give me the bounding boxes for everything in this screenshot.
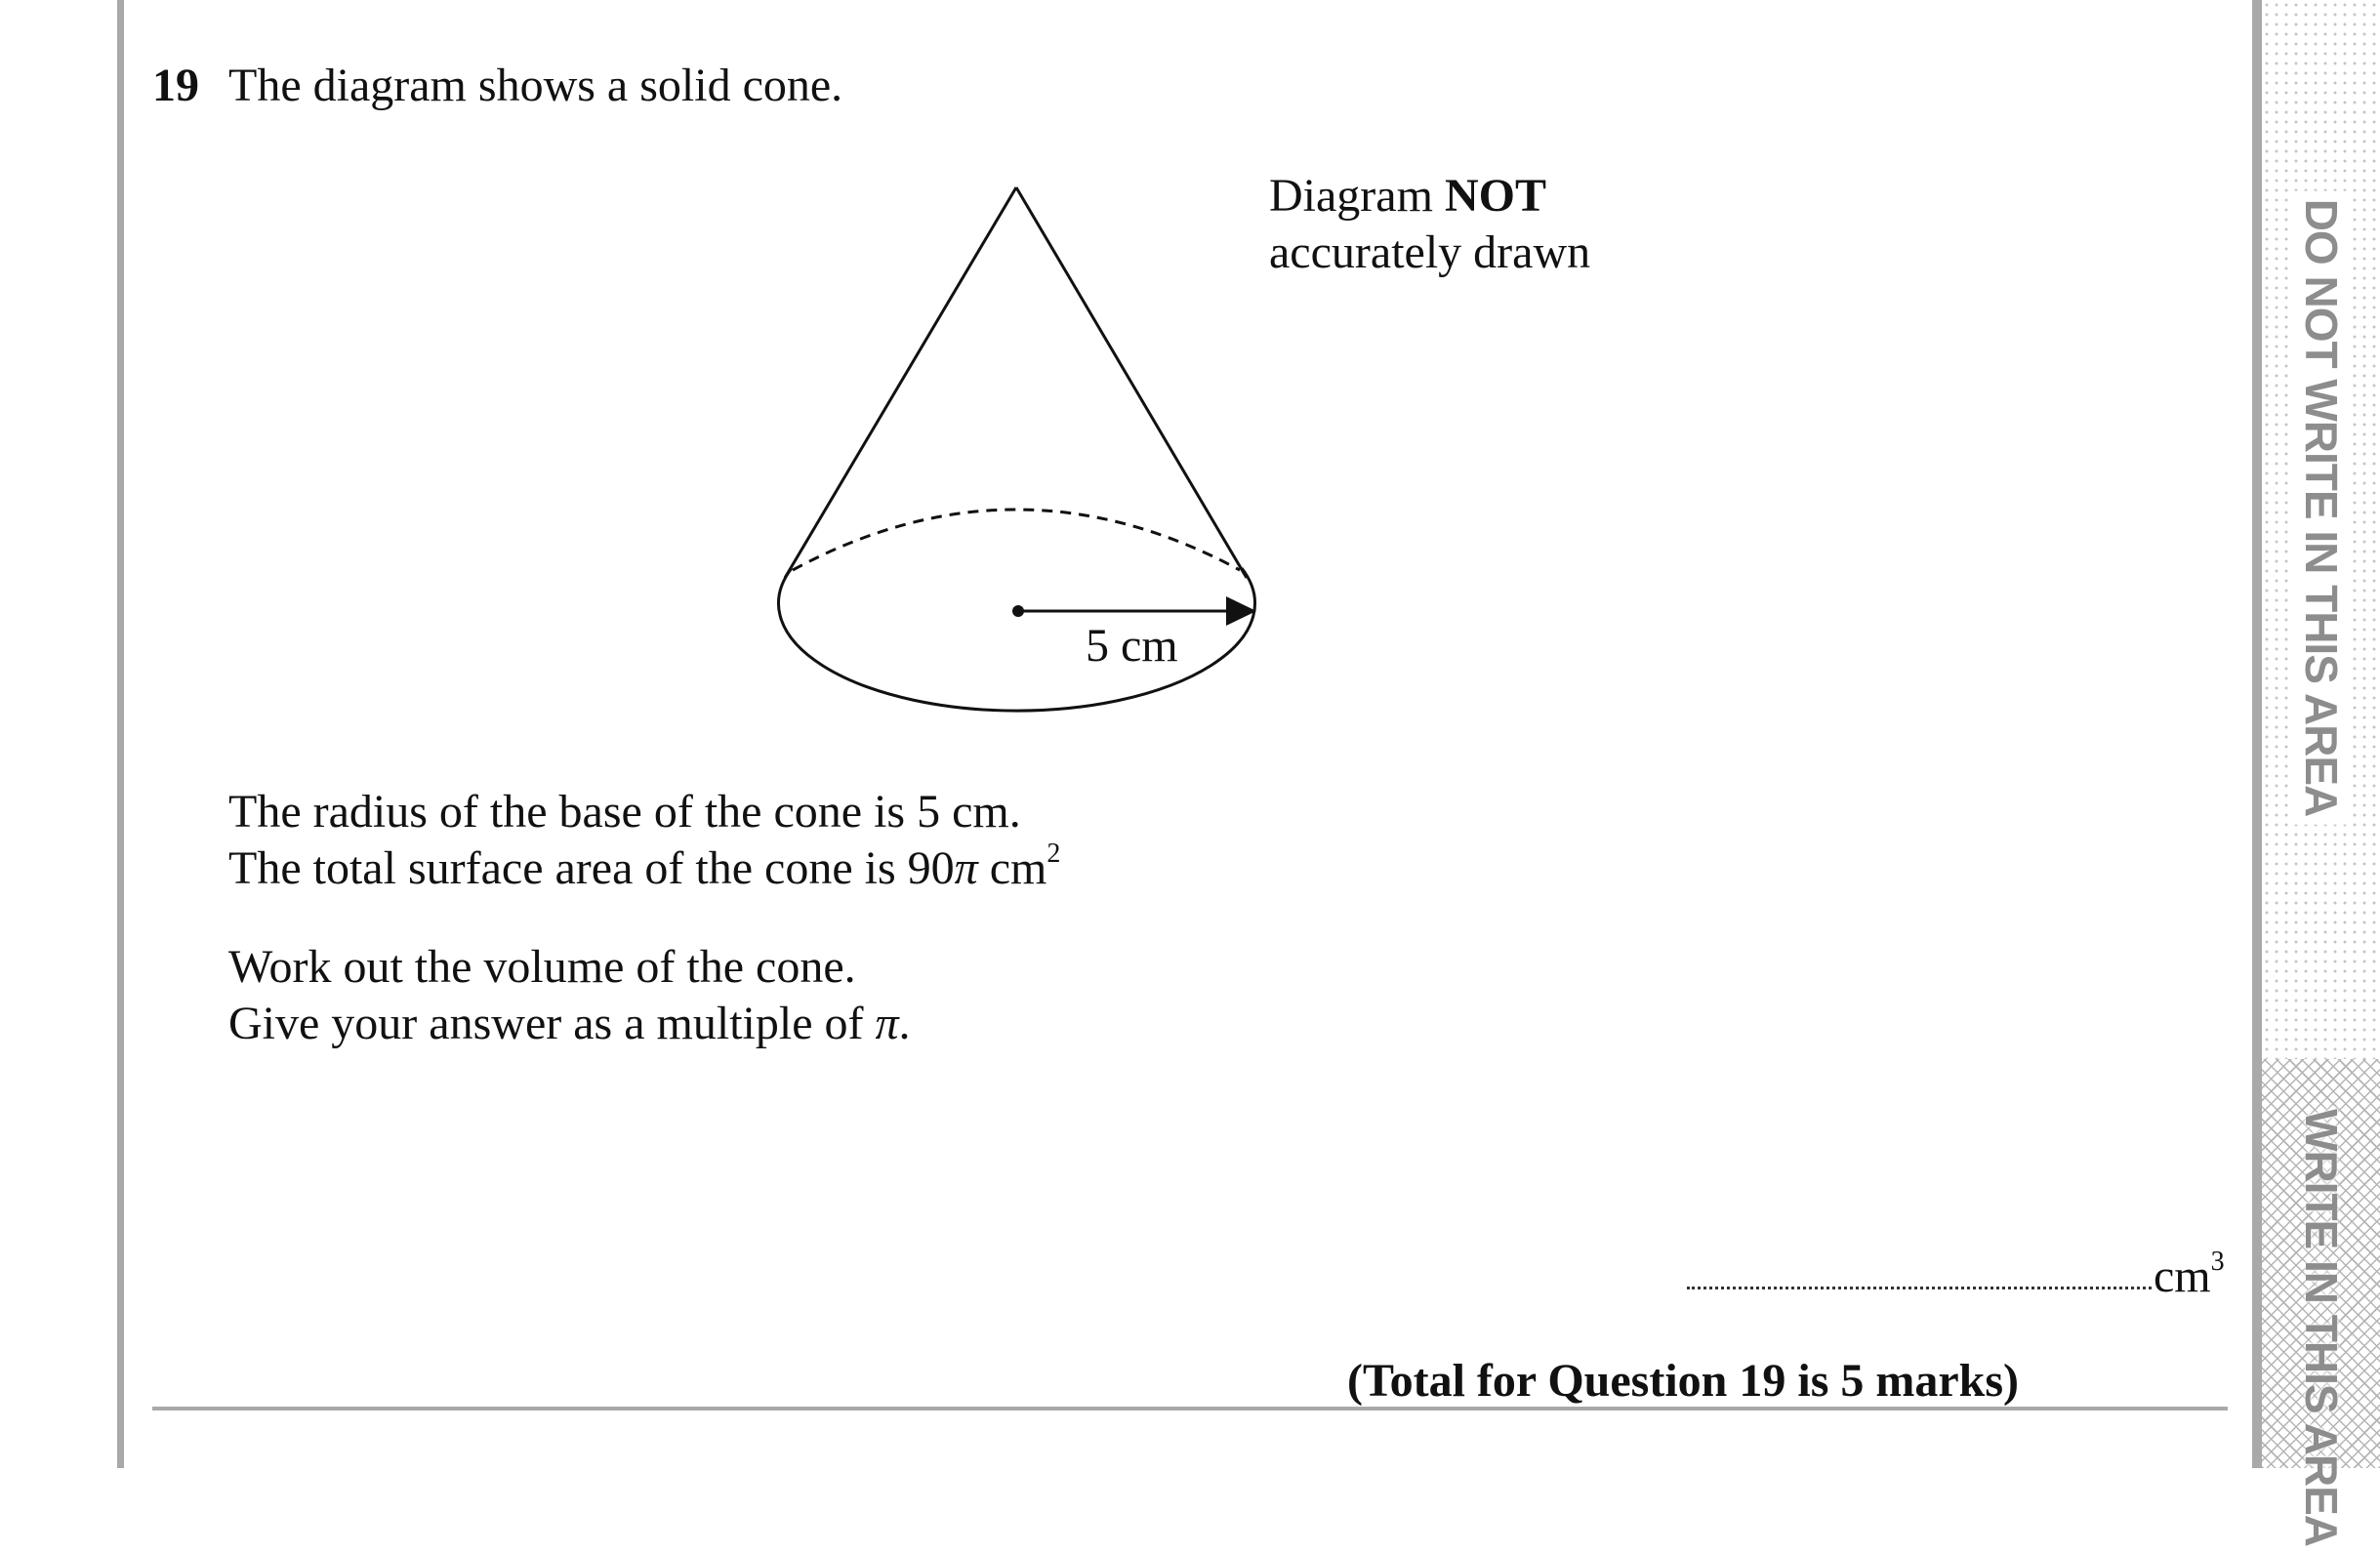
task-line-1: Work out the volume of the cone. [228, 941, 856, 993]
question-intro: The diagram shows a solid cone. [228, 60, 843, 111]
diagram-note-prefix: Diagram [1269, 170, 1433, 222]
radius-label: 5 cm [1086, 620, 1178, 672]
diagram-note-bold: NOT [1444, 170, 1546, 222]
diagram-note-line2: accurately drawn [1269, 226, 1591, 278]
task-line-2: Give your answer as a multiple of π. [228, 998, 911, 1049]
answer-unit: $cm^3$ [2154, 1247, 2225, 1302]
cone-base-front [779, 568, 1255, 711]
info-line-surface-area: The total surface area of the cone is 90π $cm^2$ [228, 838, 1061, 894]
question-task [228, 939, 911, 1052]
question-info [228, 784, 1060, 897]
cone-right-edge [1016, 187, 1247, 578]
margin-warning-text: DO NOT WRITE IN THIS AREA [2292, 191, 2351, 825]
answer-line[interactable] [1687, 1287, 2152, 1289]
question-number: 19 [152, 60, 199, 111]
margin-warning-text-lower: WRITE IN THIS AREA [2296, 1109, 2347, 1546]
info-line-radius: The radius of the base of the cone is 5 cm. [228, 786, 1021, 838]
question-end-rule [152, 1407, 2228, 1411]
cone-left-edge [785, 187, 1016, 578]
cone-base-hidden-back [793, 510, 1240, 570]
total-marks: (Total for Question 19 is 5 marks) [1347, 1355, 2020, 1407]
